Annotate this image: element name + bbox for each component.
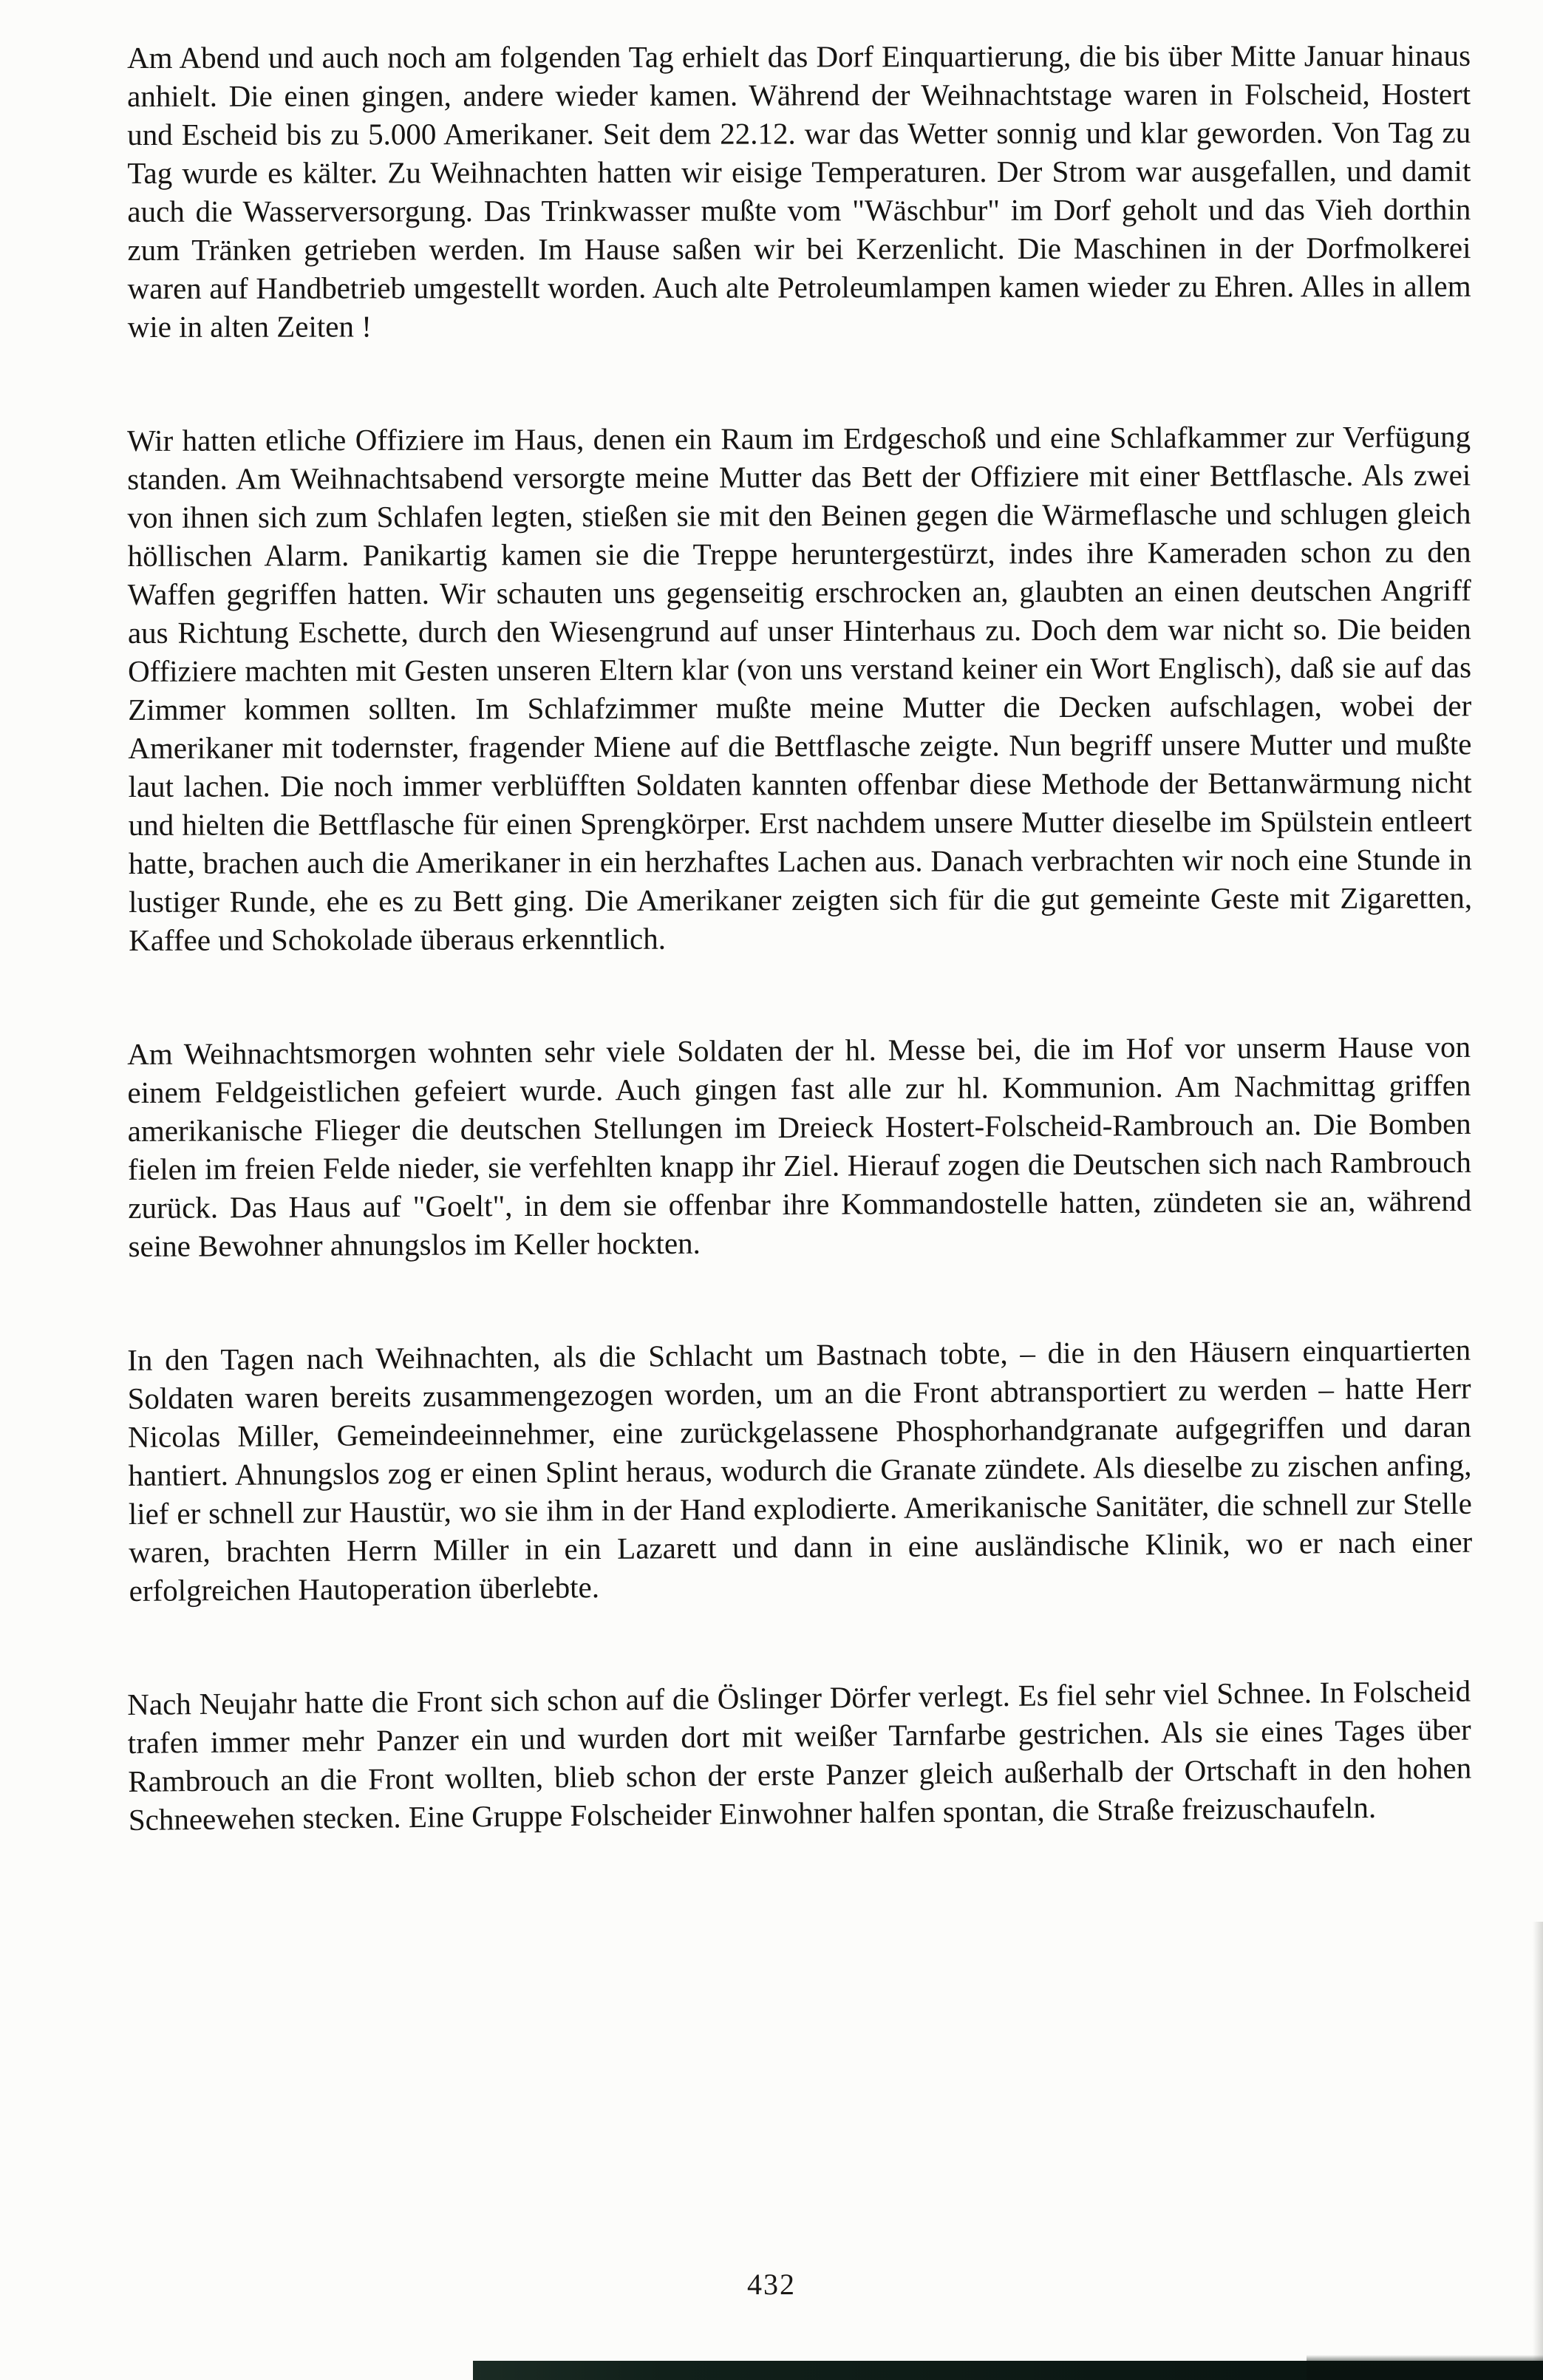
page-text xyxy=(127,38,1471,1839)
paragraph-officers-bedwarmer: Wir hatten etliche Offiziere im Haus, denen ein Raum im Erdgeschoß und eine Schlafkammer zur Verfügung standen. Am Weihnachtsabend versorgte meine Mutter das Bett der Offiziere mit einer Bettflasche. Als zwei von ihnen sich zum Schlafen legten, stießen sie mit den Beinen gegen die Wärmeflasche und schlugen gleich höllischen Alarm. Panikartig kamen sie die Treppe heruntergestürzt, indes ihre Kameraden schon zu den Waffen gegriffen hatten. Wir schauten uns gegenseitig erschrocken an, glaubten an einen deutschen Angriff aus Richtung Eschette, durch den Wiesengrund auf unser Hinterhaus zu. Doch dem war nicht so. Die beiden Offiziere machten mit Gesten unseren Eltern klar (von uns verstand keiner ein Wort Englisch), daß sie auf das Zimmer kommen sollten. Im Schlafzimmer mußte meine Mutter die Decken aufschlagen, wobei der Amerikaner mit todernster, fragender Miene auf die Bettflasche zeigte. Nun begriff unsere Mutter und mußte laut lachen. Die noch immer verblüfften Soldaten kannten offenbar diese Methode der Bettanwärmung nicht und hielten die Bettflasche für einen Sprengkörper. Erst nachdem unsere Mutter dieselbe im Spülstein entleert hatte, brachen auch die Amerikaner in ein herzhaftes Lachen aus. Danach verbrachten wir noch eine Stunde in lustiger Runde, ehe es zu Bett ging. Die Amerikaner zeigten sich für die gut gemeinte Geste mit Zigaretten, Kaffee und Schokolade überaus erkenntlich. xyxy=(127,419,1473,957)
scan-edge-artifact-corner xyxy=(1307,2355,1543,2380)
paragraph-new-year-snow: Nach Neujahr hatte die Front sich schon auf die Öslinger Dörfer verlegt. Es fiel sehr viel Schnee. In Folscheid trafen immer mehr Panzer ein und wurden dort mit weißer Tarnfarbe gestrichen. Als sie eines Tages über Rambrouch an die Front wollten, blieb schon der erste Panzer gleich außerhalb der Ortschaft in den hohen Schneewehen stecken. Eine Gruppe Folscheider Einwohner halfen spontan, die Straße freizuschaufeln. xyxy=(127,1673,1472,1837)
paragraph-christmas-morning: Am Weihnachtsmorgen wohnten sehr viele Soldaten der hl. Messe bei, die im Hof vor unserm Hause von einem Feldgeistlichen gefeiert wurde. Auch gingen fast alle zur hl. Kommunion. Am Nachmittag griffen amerikanische Flieger die deutschen Stellungen im Dreieck Hostert-Folscheid-Rambrouch an. Die Bomben fielen im freien Felde nieder, sie verfehlten knapp ihr Ziel. Hierauf zogen die Deutschen sich nach Rambrouch zurück. Das Haus auf "Goelt", in dem sie offenbar ihre Kommandostelle hatten, zündeten sie an, während seine Bewohner ahnungslos im Keller hockten. xyxy=(127,1029,1472,1263)
page-number: 432 xyxy=(747,2268,796,2301)
page-edge-shading xyxy=(1533,1922,1543,2380)
paragraph-evening-quartering: Am Abend und auch noch am folgenden Tag erhielt das Dorf Einquartierung, die bis über Mitte Januar hinaus anhielt. Die einen gingen, andere wieder kamen. Während der Weihnachtstage waren in Folscheid, Hostert und Escheid bis zu 5.000 Amerikaner. Seit dem 22.12. war das Wetter sonnig und klar geworden. Von Tag zu Tag wurde es kälter. Zu Weihnachten hatten wir eisige Temperaturen. Der Strom war ausgefallen, und damit auch die Wasserversorgung. Das Trinkwasser mußte vom "Wäschbur" im Dorf geholt und das Vieh dorthin zum Tränken getrieben werden. Im Hause saßen wir bei Kerzenlicht. Die Maschinen in der Dorfmolkerei waren auf Handbetrieb umgestellt worden. Auch alte Petroleumlampen kamen wieder zu Ehren. Alles in allem wie in alten Zeiten ! xyxy=(127,38,1471,344)
paragraph-grenade-accident: In den Tagen nach Weihnachten, als die Schlacht um Bastnach tobte, – die in den Häusern einquartierten Soldaten waren bereits zusammengezogen worden, um an die Front abtransportiert zu werden – hatte Herr Nicolas Miller, Gemeindeeinnehmer, eine zurückgelassene Phosphorhandgranate aufgegriffen und daran hantiert. Ahnungslos zog er einen Splint heraus, wodurch die Granate zündete. Als dieselbe zu zischen anfing, lief er schnell zur Haustür, wo sie ihm in der Hand explodierte. Amerikanische Sanitäter, die schnell zur Stelle waren, brachten Herrn Miller in ein Lazarett und dann in eine ausländische Klinik, wo er nach einer erfolgreichen Hautoperation überlebte. xyxy=(127,1332,1473,1608)
